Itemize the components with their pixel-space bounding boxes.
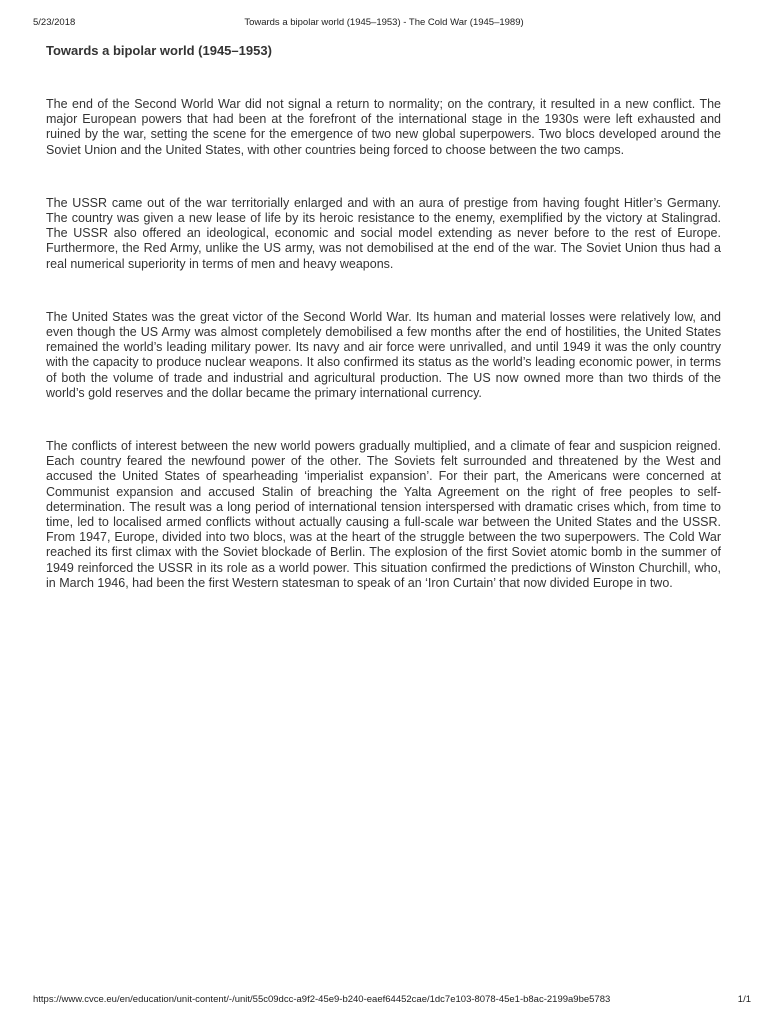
article-heading: Towards a bipolar world (1945–1953) [46, 43, 272, 58]
page-url: https://www.cvce.eu/en/education/unit-content/-/unit/55c09dcc-a9f2-45e9-b240-eaef64452cae/1dc7e103-8078-45e1-b8ac-2199a9be5783 [33, 994, 611, 1005]
page-number: 1/1 [737, 994, 751, 1005]
article [46, 43, 721, 629]
print-document-title: Towards a bipolar world (1945–1953) - The Cold War (1945–1989) [244, 17, 524, 28]
article-paragraph: The USSR came out of the war territorially enlarged and with an aura of prestige from having fought Hitler’s Germany. The country was given a new lease of life by its heroic resistance to the enemy, exemplified by the victory at Stalingrad. The USSR also offered an ideological, economic and social model extending as never before to the rest of Europe. Furthermore, the Red Army, unlike the US army, was not demobilised at the end of the war. The Soviet Union thus had a real numerical superiority in terms of men and heavy weapons. [46, 195, 721, 271]
article-paragraph: The United States was the great victor of the Second World War. Its human and material losses were relatively low, and even though the US Army was almost completely demobilised a few months after the end of hostilities, the United States remained the world’s leading military power. Its navy and air force were unrivalled, and until 1949 it was the only country with the capacity to produce nuclear weapons. It also confirmed its status as the world’s leading economic power, in terms of both the volume of trade and industrial and agricultural production. The US now owned more than two thirds of the world’s gold reserves and the dollar became the primary international currency. [46, 309, 721, 400]
article-paragraph: The end of the Second World War did not signal a return to normality; on the contrary, it resulted in a new conflict. The major European powers that had been at the forefront of the international stage in the 1930s were left exhausted and ruined by the war, setting the scene for the emergence of two new global superpowers. Two blocs developed around the Soviet Union and the United States, with other countries being forced to choose between the two camps. [46, 97, 721, 157]
print-date: 5/23/2018 [33, 17, 76, 28]
article-paragraph: The conflicts of interest between the new world powers gradually multiplied, and a climate of fear and suspicion reigned. Each country feared the newfound power of the other. The Soviets felt surrounded and threatened by the West and accused the United States of spearheading ‘imperialist expansion’. For their part, the Americans were concerned at Communist expansion and accused Stalin of breaching the Yalta Agreement on the right of free peoples to self-determination. The result was a long period of international tension interspersed with dramatic crises which, from time to time, led to localised armed conflicts without actually causing a full-scale war between the United States and the USSR. From 1947, Europe, divided into two blocs, was at the heart of the struggle between the two superpowers. The Cold War reached its first climax with the Soviet blockade of Berlin. The explosion of the first Soviet atomic bomb in the summer of 1949 reinforced the USSR in its role as a world power. This situation confirmed the predictions of Winston Churchill, who, in March 1946, had been the first Western statesman to speak of an ‘Iron Curtain’ that now divided Europe in two. [46, 439, 721, 590]
print-footer [33, 994, 751, 1008]
print-header [33, 17, 735, 31]
